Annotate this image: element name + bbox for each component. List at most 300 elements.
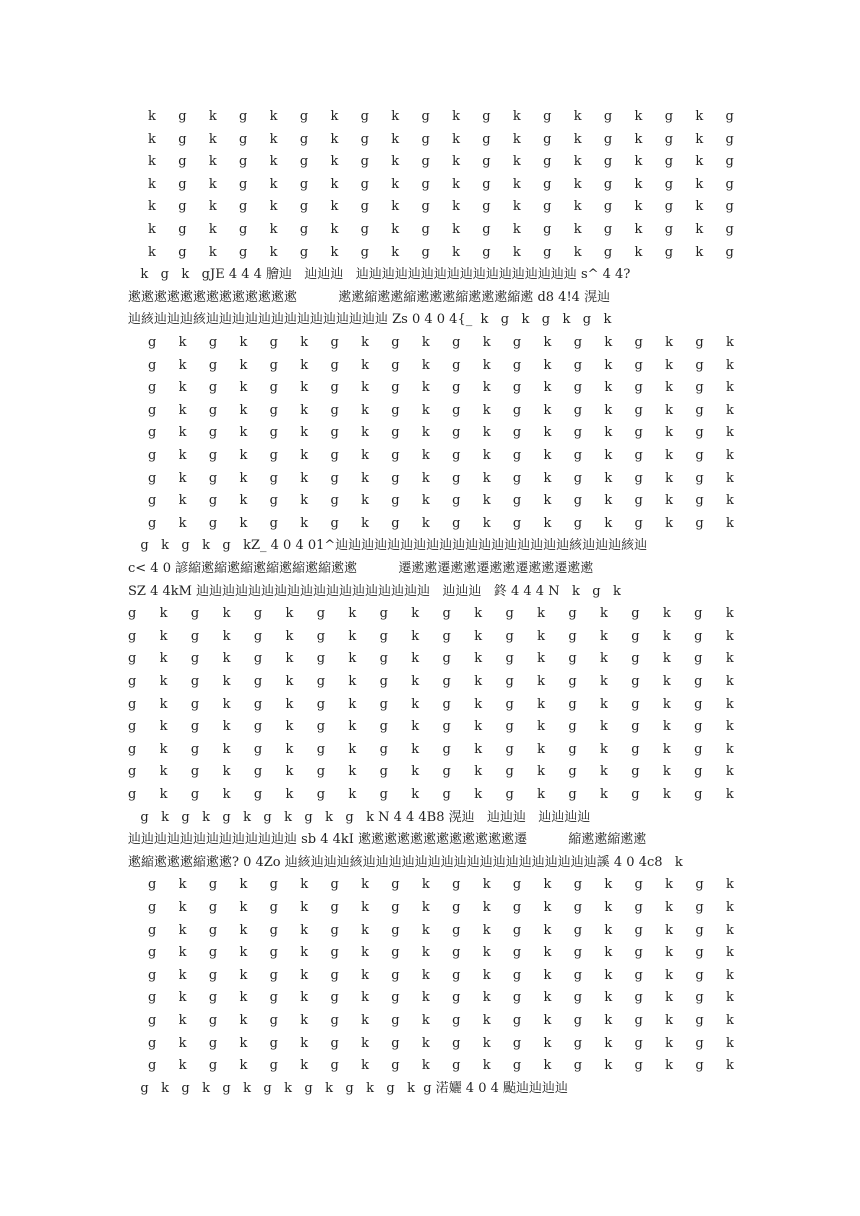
glyph-cell: k bbox=[159, 606, 168, 622]
glyph-cell: g bbox=[695, 967, 704, 983]
glyph-cell: k bbox=[512, 109, 521, 124]
text-line bbox=[148, 109, 734, 127]
glyph-cell: k bbox=[159, 674, 168, 689]
glyph-cell: k bbox=[421, 425, 430, 441]
glyph-cell: k bbox=[725, 515, 734, 531]
glyph-cell: g bbox=[505, 674, 514, 689]
glyph-cell: g bbox=[190, 606, 200, 622]
glyph-cell: g bbox=[299, 176, 309, 192]
glyph-cell: g bbox=[482, 222, 491, 237]
glyph-cell: k bbox=[662, 696, 671, 712]
glyph-cell: g bbox=[239, 176, 248, 192]
glyph-cell: g bbox=[421, 244, 430, 260]
glyph-cell: k bbox=[665, 402, 674, 418]
glyph-cell: k bbox=[695, 131, 704, 147]
glyph-cell: g bbox=[178, 176, 187, 192]
text-line bbox=[148, 403, 734, 421]
glyph-cell: g bbox=[664, 176, 674, 192]
glyph-cell: k bbox=[421, 945, 430, 961]
glyph-cell: k bbox=[662, 719, 671, 735]
glyph-cell: k bbox=[482, 470, 491, 486]
glyph-cell: k bbox=[662, 787, 671, 802]
glyph-cell: k bbox=[537, 787, 545, 802]
glyph-cell: g bbox=[573, 357, 583, 373]
glyph-cell: g bbox=[379, 719, 388, 735]
glyph-cell: g bbox=[421, 154, 430, 170]
glyph-cell: g bbox=[482, 131, 491, 147]
glyph-cell: k bbox=[543, 967, 552, 983]
glyph-cell: k bbox=[148, 131, 156, 147]
glyph-cell: g bbox=[208, 470, 218, 486]
glyph-cell: g bbox=[505, 606, 514, 622]
glyph-cell: g bbox=[148, 470, 157, 486]
glyph-cell: g bbox=[482, 199, 491, 215]
glyph-cell: k bbox=[222, 696, 231, 712]
glyph-cell: g bbox=[695, 380, 704, 396]
glyph-cell: k bbox=[725, 493, 734, 509]
glyph-cell: k bbox=[665, 1035, 674, 1051]
glyph-cell: g bbox=[442, 674, 451, 689]
glyph-cell: g bbox=[253, 764, 263, 780]
glyph-cell: g bbox=[208, 945, 218, 961]
glyph-cell: g bbox=[128, 696, 137, 712]
glyph-cell: g bbox=[391, 1035, 400, 1051]
text-line bbox=[128, 697, 734, 715]
glyph-cell: g bbox=[269, 945, 278, 961]
glyph-cell: g bbox=[482, 244, 491, 260]
glyph-cell: k bbox=[512, 199, 521, 215]
glyph-cell: g bbox=[631, 787, 640, 802]
glyph-cell: k bbox=[482, 425, 491, 441]
glyph-cell: k bbox=[300, 967, 309, 983]
glyph-cell: k bbox=[348, 606, 357, 622]
glyph-cell: k bbox=[178, 1035, 187, 1051]
glyph-cell: g bbox=[573, 967, 583, 983]
glyph-cell: k bbox=[361, 425, 369, 441]
glyph-cell: g bbox=[299, 199, 309, 215]
glyph-cell: k bbox=[159, 787, 168, 802]
glyph-cell: g bbox=[208, 967, 218, 983]
glyph-cell: k bbox=[725, 1035, 734, 1051]
glyph-cell: k bbox=[411, 719, 420, 735]
text-line bbox=[148, 1058, 734, 1076]
glyph-cell: g bbox=[330, 1013, 339, 1028]
glyph-cell: k bbox=[482, 990, 491, 1006]
glyph-cell: g bbox=[603, 154, 613, 170]
glyph-cell: g bbox=[148, 357, 157, 373]
glyph-cell: k bbox=[725, 787, 734, 802]
glyph-cell: k bbox=[725, 402, 734, 418]
glyph-cell: k bbox=[725, 877, 734, 893]
glyph-cell: g bbox=[695, 1013, 704, 1028]
glyph-cell: k bbox=[474, 628, 483, 644]
glyph-cell: g bbox=[148, 877, 157, 893]
glyph-cell: g bbox=[543, 154, 552, 170]
glyph-cell: k bbox=[482, 922, 491, 938]
glyph-cell: k bbox=[208, 244, 217, 260]
glyph-cell: k bbox=[148, 154, 156, 170]
glyph-cell: k bbox=[300, 1058, 309, 1074]
glyph-cell: g bbox=[379, 787, 388, 802]
glyph-cell: g bbox=[568, 719, 577, 735]
glyph-cell: g bbox=[391, 1058, 400, 1074]
glyph-cell: k bbox=[391, 109, 400, 124]
glyph-cell: g bbox=[452, 515, 461, 531]
glyph-cell: k bbox=[665, 448, 674, 463]
text-line: 辿辿辿辿辿辿辿辿辿辿辿辿辿 sb 4 4kI 遬遬遬遬遬遬遬遬遬遬遬遬遷 縮遬遬縮遬遬 bbox=[128, 832, 647, 848]
glyph-cell: g bbox=[695, 470, 704, 486]
text-line bbox=[128, 742, 734, 760]
glyph-cell: k bbox=[543, 357, 552, 373]
glyph-cell: g bbox=[253, 741, 263, 757]
glyph-cell: g bbox=[695, 1058, 704, 1074]
glyph-cell: g bbox=[330, 945, 339, 961]
glyph-cell: g bbox=[208, 1013, 218, 1028]
glyph-cell: k bbox=[665, 967, 674, 983]
glyph-cell: k bbox=[634, 109, 643, 124]
glyph-cell: g bbox=[573, 425, 583, 441]
glyph-cell: g bbox=[695, 448, 704, 463]
glyph-cell: g bbox=[269, 380, 278, 396]
glyph-cell: g bbox=[148, 448, 157, 463]
text-line bbox=[148, 222, 734, 240]
glyph-cell: g bbox=[208, 335, 218, 350]
text-line bbox=[148, 990, 734, 1008]
glyph-cell: k bbox=[421, 1013, 430, 1028]
glyph-cell: k bbox=[725, 922, 734, 938]
glyph-cell: k bbox=[300, 380, 309, 396]
glyph-cell: k bbox=[178, 1013, 187, 1028]
glyph-cell: k bbox=[665, 425, 674, 441]
glyph-cell: k bbox=[208, 109, 217, 124]
glyph-cell: g bbox=[379, 741, 388, 757]
text-line bbox=[148, 177, 734, 195]
glyph-cell: g bbox=[631, 651, 640, 667]
glyph-cell: k bbox=[178, 470, 187, 486]
glyph-cell: k bbox=[604, 335, 613, 350]
glyph-cell: g bbox=[573, 515, 583, 531]
glyph-cell: g bbox=[543, 131, 552, 147]
glyph-cell: g bbox=[634, 448, 643, 463]
glyph-cell: g bbox=[316, 764, 326, 780]
glyph-cell: g bbox=[148, 515, 157, 531]
glyph-cell: g bbox=[573, 1035, 583, 1051]
glyph-cell: k bbox=[537, 606, 545, 622]
glyph-cell: g bbox=[208, 877, 218, 893]
glyph-cell: g bbox=[253, 696, 263, 712]
glyph-cell: g bbox=[634, 945, 643, 961]
glyph-cell: k bbox=[482, 1035, 491, 1051]
glyph-cell: g bbox=[316, 628, 326, 644]
glyph-cell: k bbox=[391, 131, 400, 147]
glyph-cell: g bbox=[330, 470, 339, 486]
glyph-cell: g bbox=[695, 357, 704, 373]
glyph-cell: k bbox=[543, 877, 552, 893]
glyph-cell: k bbox=[421, 380, 430, 396]
glyph-cell: g bbox=[379, 606, 388, 622]
glyph-cell: k bbox=[300, 990, 309, 1006]
glyph-cell: k bbox=[662, 741, 671, 757]
glyph-cell: k bbox=[348, 696, 357, 712]
glyph-cell: g bbox=[269, 448, 278, 463]
glyph-cell: g bbox=[148, 990, 157, 1006]
glyph-cell: g bbox=[695, 900, 704, 915]
glyph-cell: k bbox=[361, 990, 369, 1006]
glyph-cell: k bbox=[665, 335, 674, 350]
glyph-cell: k bbox=[208, 222, 217, 237]
glyph-cell: k bbox=[543, 900, 552, 915]
glyph-cell: k bbox=[604, 900, 613, 915]
glyph-cell: g bbox=[634, 900, 643, 915]
glyph-cell: g bbox=[725, 222, 734, 237]
glyph-cell: k bbox=[159, 651, 168, 667]
glyph-cell: k bbox=[348, 741, 357, 757]
glyph-cell: g bbox=[391, 425, 400, 441]
glyph-cell: k bbox=[665, 900, 674, 915]
glyph-cell: g bbox=[573, 1013, 583, 1028]
glyph-cell: k bbox=[361, 402, 369, 418]
glyph-cell: k bbox=[300, 470, 309, 486]
glyph-cell: g bbox=[568, 606, 577, 622]
glyph-cell: k bbox=[482, 493, 491, 509]
glyph-cell: k bbox=[600, 606, 608, 622]
glyph-cell: k bbox=[330, 199, 339, 215]
glyph-cell: k bbox=[178, 922, 187, 938]
glyph-cell: g bbox=[421, 131, 430, 147]
glyph-cell: g bbox=[568, 674, 577, 689]
glyph-cell: g bbox=[178, 131, 187, 147]
text-line bbox=[128, 629, 734, 647]
glyph-cell: k bbox=[421, 515, 430, 531]
glyph-cell: g bbox=[330, 425, 339, 441]
glyph-cell: g bbox=[391, 448, 400, 463]
glyph-cell: k bbox=[482, 945, 491, 961]
glyph-cell: k bbox=[725, 1058, 734, 1074]
glyph-cell: k bbox=[634, 244, 643, 260]
glyph-cell: g bbox=[442, 696, 451, 712]
glyph-cell: g bbox=[512, 402, 522, 418]
glyph-cell: g bbox=[568, 628, 577, 644]
glyph-cell: g bbox=[694, 787, 703, 802]
glyph-cell: g bbox=[208, 402, 218, 418]
glyph-cell: g bbox=[269, 515, 278, 531]
glyph-cell: k bbox=[159, 628, 168, 644]
glyph-cell: g bbox=[391, 945, 400, 961]
glyph-cell: g bbox=[725, 154, 734, 170]
glyph-cell: g bbox=[253, 606, 263, 622]
glyph-cell: k bbox=[665, 990, 674, 1006]
glyph-cell: k bbox=[239, 900, 248, 915]
glyph-cell: g bbox=[128, 719, 137, 735]
glyph-cell: g bbox=[208, 1058, 218, 1074]
glyph-cell: g bbox=[631, 764, 640, 780]
glyph-cell: g bbox=[573, 335, 583, 350]
glyph-cell: g bbox=[190, 674, 200, 689]
glyph-cell: g bbox=[379, 764, 388, 780]
glyph-cell: g bbox=[573, 402, 583, 418]
glyph-cell: g bbox=[695, 335, 704, 350]
text-line bbox=[148, 493, 734, 511]
glyph-cell: g bbox=[512, 493, 522, 509]
glyph-cell: k bbox=[725, 741, 734, 757]
glyph-cell: g bbox=[148, 380, 157, 396]
glyph-cell: k bbox=[239, 470, 248, 486]
glyph-cell: k bbox=[604, 402, 613, 418]
glyph-cell: g bbox=[391, 357, 400, 373]
glyph-cell: g bbox=[208, 922, 218, 938]
glyph-cell: k bbox=[474, 674, 483, 689]
glyph-cell: g bbox=[148, 922, 157, 938]
glyph-cell: g bbox=[452, 380, 461, 396]
glyph-cell: g bbox=[379, 696, 388, 712]
glyph-cell: k bbox=[300, 1013, 309, 1028]
glyph-cell: k bbox=[178, 945, 187, 961]
glyph-cell: k bbox=[269, 154, 278, 170]
text-line: c< 4 0 諺縮遬縮遬縮遬縮遬縮遬縮遬遬 遷遬遬遷遬遬遷遬遬遷遬遬遷遬遬 bbox=[128, 561, 594, 576]
glyph-cell: k bbox=[285, 764, 294, 780]
glyph-cell: g bbox=[330, 448, 339, 463]
glyph-cell: g bbox=[634, 990, 643, 1006]
glyph-cell: k bbox=[361, 922, 369, 938]
glyph-cell: k bbox=[300, 945, 309, 961]
glyph-cell: k bbox=[537, 696, 545, 712]
glyph-cell: g bbox=[695, 493, 704, 509]
glyph-cell: k bbox=[178, 448, 187, 463]
text-line bbox=[148, 132, 734, 150]
glyph-cell: g bbox=[568, 741, 577, 757]
glyph-cell: g bbox=[239, 222, 248, 237]
glyph-cell: k bbox=[421, 1058, 430, 1074]
glyph-cell: k bbox=[537, 719, 545, 735]
glyph-cell: g bbox=[190, 764, 200, 780]
glyph-cell: g bbox=[664, 109, 674, 124]
glyph-cell: g bbox=[512, 470, 522, 486]
text-line bbox=[148, 900, 734, 918]
glyph-cell: k bbox=[421, 470, 430, 486]
glyph-cell: g bbox=[253, 719, 263, 735]
glyph-cell: k bbox=[725, 696, 734, 712]
text-line bbox=[128, 606, 734, 624]
glyph-cell: k bbox=[361, 900, 369, 915]
glyph-cell: k bbox=[604, 967, 613, 983]
glyph-cell: g bbox=[299, 131, 309, 147]
glyph-cell: g bbox=[178, 244, 187, 260]
glyph-cell: g bbox=[452, 402, 461, 418]
glyph-cell: g bbox=[725, 244, 734, 260]
glyph-cell: k bbox=[178, 1058, 187, 1074]
glyph-cell: g bbox=[512, 922, 522, 938]
glyph-cell: g bbox=[148, 967, 157, 983]
glyph-cell: g bbox=[269, 967, 278, 983]
glyph-cell: g bbox=[631, 674, 640, 689]
glyph-cell: g bbox=[512, 335, 522, 350]
glyph-cell: k bbox=[634, 222, 643, 237]
glyph-cell: k bbox=[543, 380, 552, 396]
glyph-cell: g bbox=[512, 515, 522, 531]
glyph-cell: g bbox=[379, 628, 388, 644]
text-line bbox=[148, 154, 734, 172]
glyph-cell: g bbox=[208, 380, 218, 396]
text-line: g k g k g k g k g k g k N 4 4 4B8 滉辿 辿辿辿 辿辿辿辿 bbox=[128, 809, 591, 825]
glyph-cell: g bbox=[269, 877, 278, 893]
glyph-cell: g bbox=[634, 515, 643, 531]
glyph-cell: g bbox=[452, 470, 461, 486]
glyph-cell: k bbox=[512, 176, 521, 192]
glyph-cell: g bbox=[190, 787, 200, 802]
glyph-cell: k bbox=[482, 1013, 491, 1028]
glyph-cell: k bbox=[421, 402, 430, 418]
text-line bbox=[148, 923, 734, 941]
glyph-cell: g bbox=[190, 628, 200, 644]
glyph-cell: k bbox=[178, 380, 187, 396]
glyph-cell: k bbox=[300, 1035, 309, 1051]
glyph-cell: g bbox=[631, 719, 640, 735]
glyph-cell: g bbox=[128, 628, 137, 644]
glyph-cell: g bbox=[543, 176, 552, 192]
glyph-cell: k bbox=[695, 199, 704, 215]
glyph-cell: g bbox=[512, 967, 522, 983]
glyph-cell: g bbox=[512, 1058, 522, 1074]
glyph-cell: g bbox=[269, 1035, 278, 1051]
glyph-cell: k bbox=[604, 877, 613, 893]
glyph-cell: k bbox=[600, 787, 608, 802]
glyph-cell: k bbox=[421, 493, 430, 509]
glyph-cell: k bbox=[285, 696, 294, 712]
glyph-cell: g bbox=[694, 674, 703, 689]
glyph-cell: g bbox=[634, 470, 643, 486]
glyph-cell: k bbox=[239, 380, 248, 396]
glyph-cell: k bbox=[662, 764, 671, 780]
glyph-cell: k bbox=[178, 515, 187, 531]
glyph-cell: g bbox=[543, 222, 552, 237]
glyph-cell: g bbox=[269, 493, 278, 509]
glyph-cell: k bbox=[474, 651, 483, 667]
glyph-cell: k bbox=[330, 222, 339, 237]
glyph-cell: g bbox=[178, 199, 187, 215]
glyph-cell: k bbox=[543, 990, 552, 1006]
glyph-cell: g bbox=[631, 606, 640, 622]
glyph-cell: g bbox=[543, 244, 552, 260]
glyph-cell: k bbox=[330, 154, 339, 170]
glyph-cell: k bbox=[604, 425, 613, 441]
glyph-cell: k bbox=[239, 1058, 248, 1074]
glyph-cell: k bbox=[452, 154, 460, 170]
glyph-cell: k bbox=[537, 674, 545, 689]
glyph-cell: k bbox=[543, 1035, 552, 1051]
glyph-cell: k bbox=[348, 628, 357, 644]
glyph-cell: k bbox=[239, 493, 248, 509]
glyph-cell: k bbox=[725, 651, 734, 667]
glyph-cell: k bbox=[665, 380, 674, 396]
glyph-cell: g bbox=[695, 1035, 704, 1051]
glyph-cell: k bbox=[665, 922, 674, 938]
glyph-cell: g bbox=[634, 335, 643, 350]
glyph-cell: g bbox=[316, 719, 326, 735]
glyph-cell: k bbox=[330, 131, 339, 147]
glyph-cell: g bbox=[634, 402, 643, 418]
glyph-cell: g bbox=[253, 674, 263, 689]
glyph-cell: g bbox=[695, 402, 704, 418]
glyph-cell: k bbox=[474, 764, 483, 780]
text-line bbox=[148, 425, 734, 443]
glyph-cell: k bbox=[239, 448, 248, 463]
glyph-cell: k bbox=[665, 493, 674, 509]
glyph-cell: k bbox=[361, 1035, 369, 1051]
glyph-cell: g bbox=[316, 696, 326, 712]
glyph-cell: k bbox=[285, 628, 294, 644]
glyph-cell: k bbox=[178, 900, 187, 915]
glyph-cell: k bbox=[285, 674, 294, 689]
